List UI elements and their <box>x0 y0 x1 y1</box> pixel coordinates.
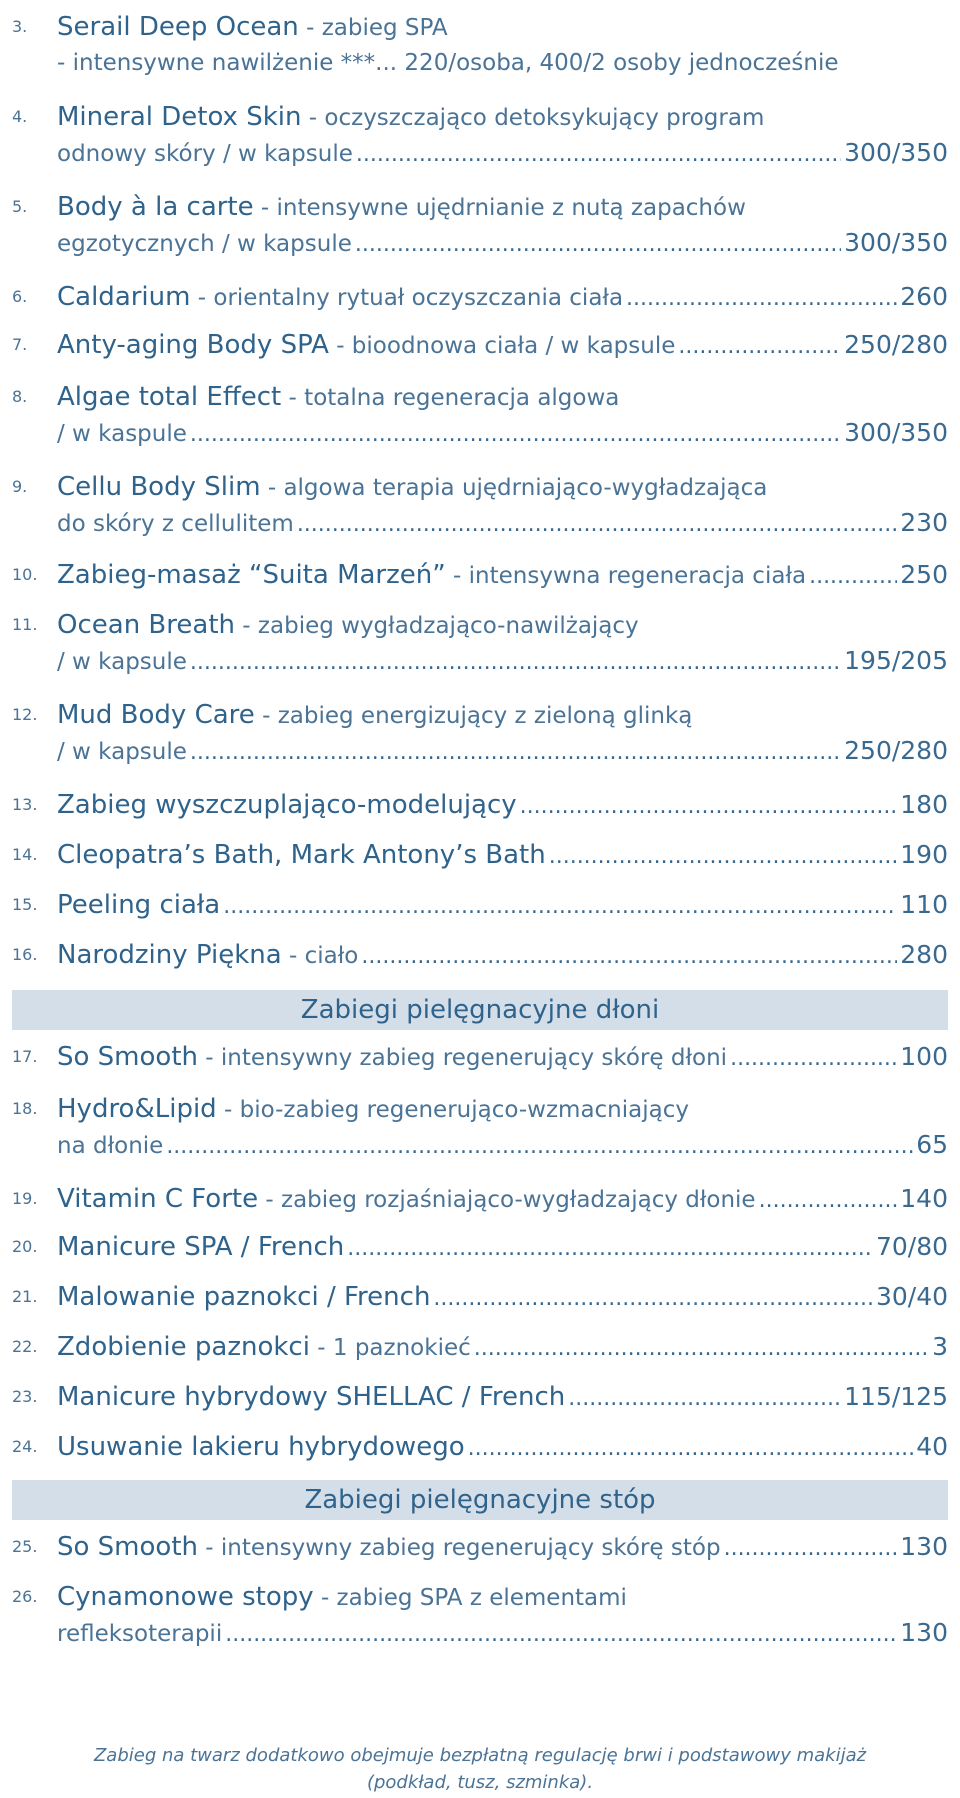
item-description: - zabieg SPA z elementami <box>313 1585 627 1611</box>
item-description: - algowa terapia ujędrniająco-wygładzająca <box>260 475 768 501</box>
footnote-line-2: (podkład, tusz, szminka). <box>366 1772 594 1793</box>
item-line <box>57 1280 948 1314</box>
item-description: - 1 paznokieć <box>309 1335 471 1361</box>
item-name: Zdobienie paznokci <box>57 1332 310 1362</box>
dot-leader <box>520 790 898 822</box>
dot-leader <box>433 1282 873 1314</box>
item-line <box>57 280 948 314</box>
item-name: Serail Deep Ocean <box>57 12 299 42</box>
item-number: 18. <box>12 1099 38 1118</box>
item-description-continued: do skóry z cellulitem <box>57 511 294 537</box>
item-number: 13. <box>12 795 38 814</box>
item-line <box>57 328 948 362</box>
item-name: Cleopatra’s Bath, Mark Antony’s Bath <box>57 840 546 870</box>
item-name: Peeling ciała <box>57 890 221 920</box>
item-number: 9. <box>12 477 28 496</box>
item-name: Zabieg-masaż “Suita Marzeń” <box>57 560 446 590</box>
item-name: Malowanie paznokci / French <box>57 1282 431 1312</box>
item-line <box>57 888 948 922</box>
item-name: Hydro&Lipid <box>57 1094 217 1124</box>
item-price: 40 <box>916 1432 948 1461</box>
item-name: So Smooth <box>57 1042 198 1072</box>
item-line-continued <box>57 226 948 260</box>
section-header-feet: Zabiegi pielęgnacyjne stóp <box>12 1480 948 1520</box>
section-header-hands: Zabiegi pielęgnacyjne dłoni <box>12 990 948 1030</box>
item-price: 190 <box>900 840 948 869</box>
dot-leader <box>190 418 841 450</box>
item-name: Cynamonowe stopy <box>57 1582 314 1612</box>
dot-leader <box>166 1130 913 1162</box>
item-line <box>57 1380 948 1414</box>
item-description-continued: egzotycznych / w kapsule <box>57 231 352 257</box>
item-description: - bio-zabieg regenerująco-wzmacniający <box>216 1097 689 1123</box>
item-number: 14. <box>12 845 38 864</box>
item-price: 115/125 <box>844 1382 948 1411</box>
item-description-continued: - intensywne nawilżenie ***... 220/osoba, 400/2 osoby jednocześnie <box>57 50 839 76</box>
item-price: 3 <box>932 1332 948 1361</box>
item-name: Usuwanie lakieru hybrydowego <box>57 1432 465 1462</box>
item-description: - bioodnowa ciała / w kapsule <box>328 333 676 359</box>
item-number: 26. <box>12 1587 38 1606</box>
item-price: 130 <box>900 1532 948 1561</box>
item-price: 110 <box>900 890 948 919</box>
item-line <box>57 1330 948 1364</box>
dot-leader <box>724 1532 898 1564</box>
item-description-continued: / w kapsule <box>57 739 187 765</box>
item-name: Anty-aging Body SPA <box>57 330 329 360</box>
item-price: 65 <box>916 1130 948 1159</box>
item-line <box>57 698 948 732</box>
item-line <box>57 1580 948 1614</box>
dot-leader <box>626 282 897 314</box>
item-number: 20. <box>12 1237 38 1256</box>
item-description: - ciało <box>281 943 359 969</box>
item-line-continued <box>57 734 948 768</box>
item-line <box>57 100 948 134</box>
dot-leader <box>568 1382 841 1414</box>
item-number: 4. <box>12 107 28 126</box>
dot-leader <box>356 138 841 170</box>
item-name: Narodziny Piękna <box>57 940 282 970</box>
dot-leader <box>347 1232 873 1264</box>
item-line-continued <box>57 46 948 80</box>
item-name: Algae total Effect <box>57 382 282 412</box>
item-description-continued: / w kapsule <box>57 649 187 675</box>
item-price: 100 <box>900 1042 948 1071</box>
item-name: Cellu Body Slim <box>57 472 261 502</box>
item-price: 180 <box>900 790 948 819</box>
item-line <box>57 1092 948 1126</box>
item-number: 3. <box>12 17 28 36</box>
dot-leader <box>225 1618 897 1650</box>
item-line <box>57 10 948 44</box>
item-price: 300/350 <box>844 418 948 447</box>
item-number: 6. <box>12 287 28 306</box>
item-line-continued <box>57 644 948 678</box>
item-number: 21. <box>12 1287 38 1306</box>
item-line <box>57 558 948 592</box>
dot-leader <box>190 736 841 768</box>
dot-leader <box>355 228 841 260</box>
item-number: 24. <box>12 1437 38 1456</box>
item-line <box>57 1040 948 1074</box>
item-number: 12. <box>12 705 38 724</box>
item-line-continued <box>57 416 948 450</box>
item-name: Vitamin C Forte <box>57 1184 259 1214</box>
item-number: 5. <box>12 197 28 216</box>
item-name: Mud Body Care <box>57 700 255 730</box>
dot-leader <box>678 330 841 362</box>
item-line <box>57 380 948 414</box>
item-number: 15. <box>12 895 38 914</box>
dot-leader <box>549 840 898 872</box>
item-price: 30/40 <box>875 1282 948 1311</box>
dot-leader <box>468 1432 914 1464</box>
item-price: 280 <box>900 940 948 969</box>
item-price: 250/280 <box>844 736 948 765</box>
item-description-continued: na dłonie <box>57 1133 164 1159</box>
item-description: - zabieg energizujący z zieloną glinką <box>254 703 693 729</box>
dot-leader <box>730 1042 897 1074</box>
item-line <box>57 938 948 972</box>
footnote <box>0 1742 960 1796</box>
item-line <box>57 1182 948 1216</box>
dot-leader <box>759 1184 898 1216</box>
item-line-continued <box>57 1616 948 1650</box>
item-name: Body à la carte <box>57 192 254 222</box>
item-number: 22. <box>12 1337 38 1356</box>
item-description: - totalna regeneracja algowa <box>281 385 620 411</box>
item-number: 10. <box>12 565 38 584</box>
item-price: 300/350 <box>844 138 948 167</box>
item-description: - zabieg rozjaśniająco-wygładzający dłonie <box>258 1187 756 1213</box>
item-line <box>57 190 948 224</box>
dot-leader <box>361 940 897 972</box>
item-line <box>57 1430 948 1464</box>
item-price: 195/205 <box>844 646 948 675</box>
item-line <box>57 470 948 504</box>
item-description: - zabieg wygładzająco-nawilżający <box>235 613 639 639</box>
item-number: 16. <box>12 945 38 964</box>
item-price: 250/280 <box>844 330 948 359</box>
dot-leader <box>809 560 897 592</box>
dot-leader <box>190 646 841 678</box>
item-number: 7. <box>12 335 28 354</box>
dot-leader <box>297 508 897 540</box>
item-name: Manicure hybrydowy SHELLAC / French <box>57 1382 566 1412</box>
item-price: 140 <box>900 1184 948 1213</box>
item-price: 230 <box>900 508 948 537</box>
item-number: 25. <box>12 1537 38 1556</box>
item-name: Ocean Breath <box>57 610 235 640</box>
item-description-continued: / w kaspule <box>57 421 187 447</box>
item-price: 300/350 <box>844 228 948 257</box>
item-description: - oczyszczająco detoksykujący program <box>301 105 765 131</box>
item-line <box>57 1230 948 1264</box>
item-description: - intensywne ujędrnianie z nutą zapachów <box>253 195 746 221</box>
item-line-continued <box>57 1128 948 1162</box>
item-number: 23. <box>12 1387 38 1406</box>
dot-leader <box>474 1332 929 1364</box>
item-description: - intensywna regeneracja ciała <box>445 563 807 589</box>
item-name: So Smooth <box>57 1532 198 1562</box>
item-price: 70/80 <box>875 1232 948 1261</box>
item-name: Caldarium <box>57 282 191 312</box>
item-line <box>57 608 948 642</box>
item-number: 17. <box>12 1047 38 1066</box>
item-price: 260 <box>900 282 948 311</box>
item-name: Manicure SPA / French <box>57 1232 345 1262</box>
item-line <box>57 838 948 872</box>
item-name: Mineral Detox Skin <box>57 102 302 132</box>
item-line-continued <box>57 136 948 170</box>
dot-leader <box>223 890 897 922</box>
item-description-continued: odnowy skóry / w kapsule <box>57 141 353 167</box>
item-number: 19. <box>12 1189 38 1208</box>
item-line-continued <box>57 506 948 540</box>
item-line <box>57 788 948 822</box>
item-number: 8. <box>12 387 28 406</box>
item-description: - orientalny rytuał oczyszczania ciała <box>190 285 624 311</box>
item-description: - zabieg SPA <box>298 15 448 41</box>
item-description: - intensywny zabieg regenerujący skórę stóp <box>198 1535 721 1561</box>
item-price: 250 <box>900 560 948 589</box>
item-description: - intensywny zabieg regenerujący skórę dłoni <box>198 1045 728 1071</box>
item-price: 130 <box>900 1618 948 1647</box>
item-name: Zabieg wyszczuplająco-modelujący <box>57 790 517 820</box>
item-description-continued: refleksoterapii <box>57 1621 223 1647</box>
item-number: 11. <box>12 615 38 634</box>
item-line <box>57 1530 948 1564</box>
footnote-line-1: Zabieg na twarz dodatkowo obejmuje bezpłatną regulację brwi i podstawowy makijaż <box>93 1745 867 1766</box>
